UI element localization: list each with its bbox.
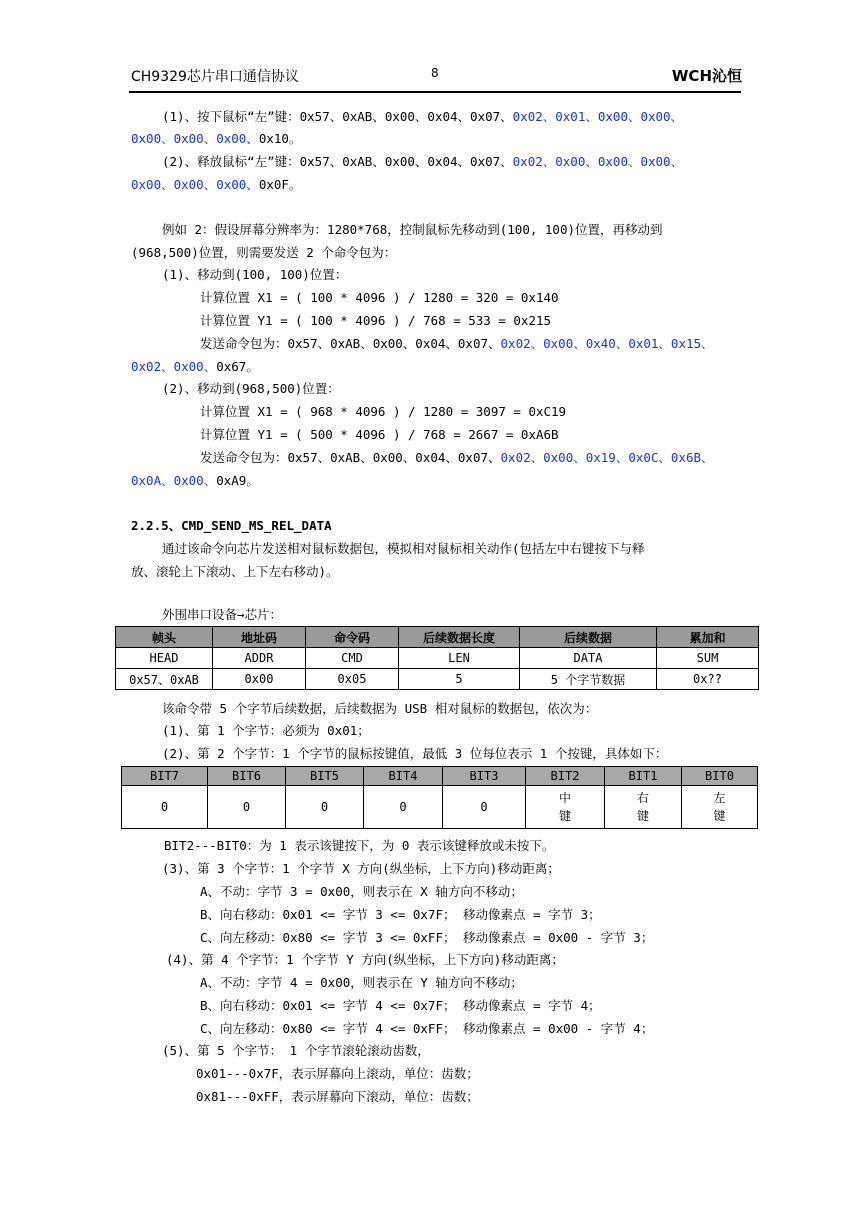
text-blue: 0x02、0x00、 xyxy=(131,359,217,374)
text-blue: 0x02、0x00、0x40、0x01、0x15、 xyxy=(500,336,714,351)
key-label-bottom: 键 xyxy=(713,809,726,823)
table-cell: 0x57、0xAB xyxy=(116,669,213,690)
table-cell: 0x05 xyxy=(306,669,399,690)
key-label-top: 中 xyxy=(558,791,571,805)
text-black: 0x10。 xyxy=(258,131,302,146)
move2-calc-x: 计算位置 X1 = ( 968 * 4096 ) / 1280 = 3097 = 0xC19 xyxy=(200,404,567,419)
text-blue: 0x02、0x01、0x00、0x00、 xyxy=(512,109,684,124)
text-black: 0x67。 xyxy=(216,359,259,374)
example2-intro: 例如 2：假设屏幕分辨率为：1280*768，控制鼠标先移动到(100, 100)位置，再移动到 xyxy=(162,222,663,237)
table-cell: 0 xyxy=(208,786,286,829)
move1-calc-y: 计算位置 Y1 = ( 100 * 4096 ) / 768 = 533 = 0x215 xyxy=(200,313,552,328)
move2-send-cont xyxy=(131,473,259,489)
table-header-cell: BIT2 xyxy=(526,767,605,786)
table-header-cell: 帧头 xyxy=(116,627,213,648)
release-left-line xyxy=(162,154,683,170)
table-cell: 0 xyxy=(122,786,208,829)
example2-intro-cont: (968,500)位置，则需要发送 2 个命令包为： xyxy=(131,245,397,260)
press-left-line-cont xyxy=(131,131,301,147)
byte3-c: C、向左移动：0x80 <= 字节 3 <= 0xFF； 移动像素点 = 0x00 - 字节 3； xyxy=(200,930,654,945)
byte1-desc: (1)、第 1 个字节：必须为 0x01； xyxy=(162,723,370,738)
table-header-cell: 命令码 xyxy=(306,627,399,648)
table-cell: HEAD xyxy=(116,648,213,669)
table-header-cell: 地址码 xyxy=(213,627,306,648)
data-description: 该命令带 5 个字节后续数据，后续数据为 USB 相对鼠标的数据包，依次为： xyxy=(162,701,598,716)
key-label-top: 右 xyxy=(636,791,649,805)
company-name: WCH沁恒 xyxy=(671,67,742,85)
byte4-a: A、不动：字节 4 = 0x00，则表示在 Y 轴方向不移动； xyxy=(200,975,523,990)
text-blue: 0x02、0x00、0x00、0x00、 xyxy=(512,154,684,169)
section-title: 2.2.5、CMD_SEND_MS_REL_DATA xyxy=(131,518,332,533)
table-cell: 0x00 xyxy=(213,669,306,690)
bit-table xyxy=(121,766,758,829)
table-cell: 5 个字节数据 xyxy=(520,669,657,690)
table-row xyxy=(116,648,759,669)
move1-send xyxy=(200,336,714,352)
byte3-a: A、不动：字节 3 = 0x00，则表示在 X 轴方向不移动； xyxy=(200,884,523,899)
table-cell xyxy=(526,786,605,829)
text-blue: 0x0A、0x00、 xyxy=(131,473,217,488)
release-left-line-cont xyxy=(131,177,301,193)
key-label-bottom: 键 xyxy=(558,809,571,823)
byte4-desc: (4)、第 4 个字节：1 个字节 Y 方向(纵坐标，上下方向)移动距离； xyxy=(166,952,564,967)
table-row xyxy=(116,669,759,690)
table-cell: CMD xyxy=(306,648,399,669)
byte4-b: B、向右移动：0x01 <= 字节 4 <= 0x7F； 移动像素点 = 字节 4； xyxy=(200,998,601,1013)
page-number: 8 xyxy=(431,66,439,80)
text-blue: 0x00、0x00、0x00、 xyxy=(131,177,259,192)
move1-send-cont xyxy=(131,359,259,375)
table-cell: ADDR xyxy=(213,648,306,669)
move2-calc-y: 计算位置 Y1 = ( 500 * 4096 ) / 768 = 2667 = 0xA6B xyxy=(200,427,559,442)
move2-send xyxy=(200,450,714,466)
table-cell: 0 xyxy=(286,786,364,829)
table-cell: 5 xyxy=(399,669,520,690)
text-black: 发送命令包为：0x57、0xAB、0x00、0x04、0x07、 xyxy=(200,450,501,465)
table-cell: SUM xyxy=(657,648,759,669)
table-cell xyxy=(682,786,758,829)
move1-calc-x: 计算位置 X1 = ( 100 * 4096 ) / 1280 = 320 = 0x140 xyxy=(200,290,559,305)
table-header-row xyxy=(122,767,758,786)
text-black: 0x0F。 xyxy=(258,177,302,192)
text-black: (1)、按下鼠标“左”键：0x57、0xAB、0x00、0x04、0x07、 xyxy=(162,109,513,124)
doc-title: CH9329芯片串口通信协议 xyxy=(131,69,299,85)
move2-title: (2)、移动到(968,500)位置： xyxy=(162,381,340,396)
text-black: (2)、释放鼠标“左”键：0x57、0xAB、0x00、0x04、0x07、 xyxy=(162,154,513,169)
table-header-cell: BIT1 xyxy=(605,767,682,786)
section-desc-cont: 放、滚轮上下滚动、上下左右移动)。 xyxy=(131,564,339,579)
header-rule xyxy=(129,91,741,93)
table-row xyxy=(122,786,758,829)
bit-note: BIT2---BIT0：为 1 表示该键按下，为 0 表示该键释放或未按下。 xyxy=(164,838,555,853)
byte2-desc: (2)、第 2 个字节：1 个字节的鼠标按键值，最低 3 位每位表示 1 个按键，具体如下： xyxy=(162,746,668,761)
table-header-cell: BIT4 xyxy=(364,767,443,786)
table-cell xyxy=(605,786,682,829)
byte3-b: B、向右移动：0x01 <= 字节 3 <= 0x7F； 移动像素点 = 字节 3； xyxy=(200,907,601,922)
table-header-cell: 累加和 xyxy=(657,627,759,648)
table-header-cell: BIT3 xyxy=(443,767,526,786)
text-black: 0xA9。 xyxy=(216,473,259,488)
byte4-c: C、向左移动：0x80 <= 字节 4 <= 0xFF； 移动像素点 = 0x00 - 字节 4； xyxy=(200,1021,654,1036)
table-header-cell: 后续数据长度 xyxy=(399,627,520,648)
section-desc: 通过该命令向芯片发送相对鼠标数据包，模拟相对鼠标相关动作(包括左中右键按下与释 xyxy=(162,541,645,556)
text-blue: 0x00、0x00、0x00、 xyxy=(131,131,259,146)
packet-table xyxy=(115,626,759,690)
direction-label: 外围串口设备→芯片： xyxy=(162,607,283,622)
byte3-desc: (3)、第 3 个字节：1 个字节 X 方向(纵坐标，上下方向)移动距离； xyxy=(162,861,560,876)
table-cell: 0 xyxy=(364,786,443,829)
table-cell: DATA xyxy=(520,648,657,669)
key-label-bottom: 键 xyxy=(636,809,649,823)
byte5-up: 0x01---0x7F，表示屏幕向上滚动，单位：齿数； xyxy=(196,1066,479,1081)
text-black: 发送命令包为：0x57、0xAB、0x00、0x04、0x07、 xyxy=(200,336,501,351)
table-cell: LEN xyxy=(399,648,520,669)
table-header-cell: BIT7 xyxy=(122,767,208,786)
table-cell: 0 xyxy=(443,786,526,829)
table-header-cell: 后续数据 xyxy=(520,627,657,648)
text-blue: 0x02、0x00、0x19、0x0C、0x6B、 xyxy=(500,450,714,465)
byte5-down: 0x81---0xFF，表示屏幕向下滚动，单位：齿数； xyxy=(196,1089,479,1104)
byte5-desc: (5)、第 5 个字节： 1 个字节滚轮滚动齿数， xyxy=(162,1043,430,1058)
table-cell: 0x?? xyxy=(657,669,759,690)
key-label-top: 左 xyxy=(713,791,726,805)
press-left-line xyxy=(162,109,683,125)
table-header-row xyxy=(116,627,759,648)
table-header-cell: BIT5 xyxy=(286,767,364,786)
move1-title: (1)、移动到(100, 100)位置： xyxy=(162,267,348,282)
table-header-cell: BIT6 xyxy=(208,767,286,786)
table-header-cell: BIT0 xyxy=(682,767,758,786)
